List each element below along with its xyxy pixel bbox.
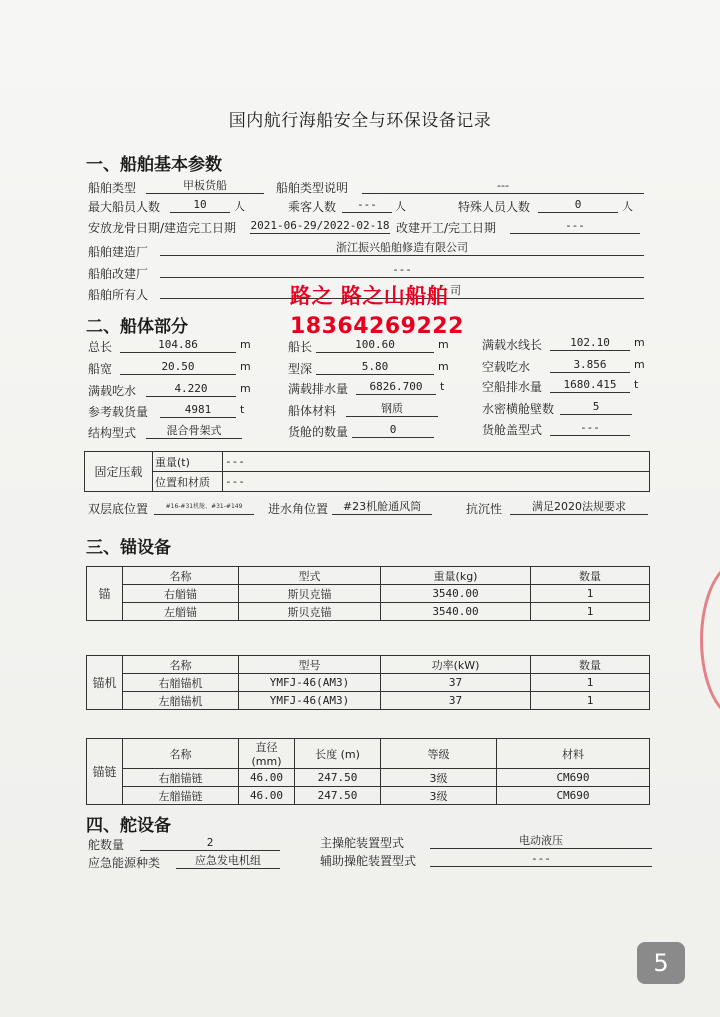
rebuild-date-value: --- bbox=[510, 219, 640, 234]
anchor-cell: 1 bbox=[531, 603, 650, 621]
light-disp-label: 空船排水量 bbox=[482, 380, 543, 394]
ballast-position-label: 位置和材质 bbox=[153, 472, 223, 492]
double-bottom-label: 双层底位置 bbox=[88, 502, 149, 516]
structure-value: 混合骨架式 bbox=[146, 424, 242, 439]
windlass-cell: 37 bbox=[381, 674, 531, 692]
anchor-cell: 斯贝克锚 bbox=[239, 585, 381, 603]
depth-value: 5.80 bbox=[316, 360, 434, 375]
aux-steering-label: 辅助操舵装置型式 bbox=[320, 854, 417, 868]
max-crew-label: 最大船员人数 bbox=[88, 200, 161, 214]
bulkheads-value: 5 bbox=[560, 400, 632, 415]
light-disp-value: 1680.415 bbox=[550, 378, 630, 393]
ballast-weight-label: 重量(t) bbox=[153, 452, 223, 472]
special-persons-label: 特殊人员人数 bbox=[458, 200, 531, 214]
ref-cargo-unit: t bbox=[240, 403, 245, 416]
windlass-cell: 37 bbox=[381, 692, 531, 710]
sinking-value: 满足2020法规要求 bbox=[510, 500, 648, 515]
chain-table bbox=[86, 738, 650, 805]
owner-value: 司 bbox=[160, 284, 644, 299]
special-persons-unit: 人 bbox=[622, 200, 633, 213]
aux-steering-value: --- bbox=[430, 852, 652, 867]
table-row bbox=[87, 787, 650, 805]
windlass-header-power: 功率(kW) bbox=[381, 656, 531, 674]
hatch-value: --- bbox=[550, 421, 630, 436]
windlass-header-qty: 数量 bbox=[531, 656, 650, 674]
full-disp-unit: t bbox=[440, 380, 445, 393]
ship-type-label: 船舶类型 bbox=[88, 181, 137, 195]
anchor-cell: 斯贝克锚 bbox=[239, 603, 381, 621]
passengers-label: 乘客人数 bbox=[288, 200, 337, 214]
ref-cargo-value: 4981 bbox=[160, 403, 236, 418]
anchor-header-type: 型式 bbox=[239, 567, 381, 585]
table-row bbox=[87, 692, 650, 710]
structure-label: 结构型式 bbox=[88, 426, 137, 440]
table-row bbox=[87, 769, 650, 787]
owner-label: 船舶所有人 bbox=[88, 288, 149, 302]
section-4-heading: 四、舵设备 bbox=[86, 816, 171, 836]
loa-unit: m bbox=[240, 338, 251, 351]
full-disp-label: 满载排水量 bbox=[288, 382, 349, 396]
beam-unit: m bbox=[240, 360, 251, 373]
chain-cell: CM690 bbox=[497, 787, 650, 805]
anchor-group-label: 锚 bbox=[87, 567, 123, 621]
chain-cell: 46.00 bbox=[239, 787, 295, 805]
table-row bbox=[87, 674, 650, 692]
rudder-count-label: 舵数量 bbox=[88, 838, 125, 852]
main-steering-value: 电动液压 bbox=[430, 834, 652, 849]
chain-header-material: 材料 bbox=[497, 739, 650, 769]
sinking-label: 抗沉性 bbox=[466, 502, 503, 516]
hatch-label: 货舱盖型式 bbox=[482, 423, 543, 437]
light-draft-value: 3.856 bbox=[550, 358, 630, 373]
chain-header-diameter: 直径 (mm) bbox=[239, 739, 295, 769]
chain-cell: 46.00 bbox=[239, 769, 295, 787]
windlass-table bbox=[86, 655, 650, 710]
beam-value: 20.50 bbox=[120, 360, 236, 375]
keel-date-label: 安放龙骨日期/建造完工日期 bbox=[88, 221, 237, 235]
chain-cell: 右艏锚链 bbox=[123, 769, 239, 787]
keel-date-value: 2021-06-29/2022-02-18 bbox=[250, 219, 390, 232]
material-label: 船体材料 bbox=[288, 404, 337, 418]
lbp-unit: m bbox=[438, 338, 449, 351]
chain-cell: 3级 bbox=[381, 787, 497, 805]
main-steering-label: 主操舵装置型式 bbox=[320, 836, 405, 850]
beam-label: 船宽 bbox=[88, 362, 113, 376]
inlet-label: 进水角位置 bbox=[268, 502, 329, 516]
chain-header-grade: 等级 bbox=[381, 739, 497, 769]
ballast-table bbox=[84, 451, 650, 492]
windlass-cell: 1 bbox=[531, 674, 650, 692]
light-draft-label: 空载吃水 bbox=[482, 360, 531, 374]
section-3-heading: 三、锚设备 bbox=[86, 538, 171, 558]
windlass-header-name: 名称 bbox=[123, 656, 239, 674]
anchor-cell: 3540.00 bbox=[381, 585, 531, 603]
ship-type-desc-label: 船舶类型说明 bbox=[276, 181, 349, 195]
windlass-cell: 左艏锚机 bbox=[123, 692, 239, 710]
builder-label: 船舶建造厂 bbox=[88, 245, 149, 259]
depth-unit: m bbox=[438, 360, 449, 373]
modifier-value: --- bbox=[160, 263, 644, 278]
max-crew-unit: 人 bbox=[234, 200, 245, 213]
bulkheads-label: 水密横舱壁数 bbox=[482, 402, 555, 416]
light-disp-unit: t bbox=[634, 378, 639, 391]
anchor-table bbox=[86, 566, 650, 621]
windlass-group-label: 锚机 bbox=[87, 656, 123, 710]
anchor-cell: 右艏锚 bbox=[123, 585, 239, 603]
builder-value: 浙江振兴船舶修造有限公司 bbox=[160, 241, 644, 256]
lbp-label: 船长 bbox=[288, 340, 313, 354]
passengers-value: --- bbox=[342, 198, 392, 213]
chain-group-label: 锚链 bbox=[87, 739, 123, 805]
ship-type-desc-value: --- bbox=[362, 179, 644, 194]
full-disp-value: 6826.700 bbox=[356, 380, 436, 395]
double-bottom-value: #16-#31机舱、#31-#149 bbox=[154, 500, 254, 515]
ballast-group-label: 固定压载 bbox=[85, 452, 153, 492]
page-number-badge: 5 bbox=[637, 942, 685, 984]
table-row bbox=[87, 603, 650, 621]
special-persons-value: 0 bbox=[538, 198, 618, 213]
rebuild-date-label: 改建开工/完工日期 bbox=[396, 221, 497, 235]
ballast-position-value: --- bbox=[223, 472, 650, 492]
anchor-header-qty: 数量 bbox=[531, 567, 650, 585]
windlass-cell: YMFJ-46(AM3) bbox=[239, 692, 381, 710]
red-seal-stamp bbox=[700, 560, 720, 720]
page-title: 国内航行海船安全与环保设备记录 bbox=[228, 111, 492, 131]
loa-value: 104.86 bbox=[120, 338, 236, 353]
modifier-label: 船舶改建厂 bbox=[88, 267, 149, 281]
chain-cell: 左艏锚链 bbox=[123, 787, 239, 805]
full-draft-unit: m bbox=[240, 382, 251, 395]
windlass-cell: YMFJ-46(AM3) bbox=[239, 674, 381, 692]
chain-cell: CM690 bbox=[497, 769, 650, 787]
holds-value: 0 bbox=[352, 423, 434, 438]
emergency-power-label: 应急能源种类 bbox=[88, 856, 161, 870]
light-draft-unit: m bbox=[634, 358, 645, 371]
emergency-power-value: 应急发电机组 bbox=[176, 854, 280, 869]
lwl-value: 102.10 bbox=[550, 336, 630, 351]
chain-cell: 247.50 bbox=[295, 787, 381, 805]
ref-cargo-label: 参考载货量 bbox=[88, 405, 149, 419]
anchor-cell: 1 bbox=[531, 585, 650, 603]
rudder-count-value: 2 bbox=[140, 836, 280, 851]
ship-type-value: 甲板货船 bbox=[146, 179, 264, 194]
material-value: 钢质 bbox=[346, 402, 438, 417]
overlay-watermark-text: 路之 路之山船舶 bbox=[290, 284, 449, 308]
full-draft-value: 4.220 bbox=[146, 382, 236, 397]
holds-label: 货舱的数量 bbox=[288, 425, 349, 439]
chain-header-length: 长度 (m) bbox=[295, 739, 381, 769]
lwl-unit: m bbox=[634, 336, 645, 349]
full-draft-label: 满载吃水 bbox=[88, 384, 137, 398]
passengers-unit: 人 bbox=[395, 200, 406, 213]
table-row bbox=[87, 585, 650, 603]
depth-label: 型深 bbox=[288, 362, 313, 376]
chain-cell: 3级 bbox=[381, 769, 497, 787]
overlay-phone-number: 18364269222 bbox=[290, 314, 464, 339]
windlass-cell: 1 bbox=[531, 692, 650, 710]
section-1-heading: 一、船舶基本参数 bbox=[86, 155, 222, 175]
anchor-cell: 3540.00 bbox=[381, 603, 531, 621]
max-crew-value: 10 bbox=[170, 198, 230, 213]
lwl-label: 满载水线长 bbox=[482, 338, 543, 352]
anchor-header-weight: 重量(kg) bbox=[381, 567, 531, 585]
inlet-value: #23机舱通风筒 bbox=[332, 500, 432, 515]
ballast-weight-value: --- bbox=[223, 452, 650, 472]
anchor-cell: 左艏锚 bbox=[123, 603, 239, 621]
windlass-header-model: 型号 bbox=[239, 656, 381, 674]
chain-cell: 247.50 bbox=[295, 769, 381, 787]
windlass-cell: 右艏锚机 bbox=[123, 674, 239, 692]
anchor-header-name: 名称 bbox=[123, 567, 239, 585]
lbp-value: 100.60 bbox=[316, 338, 434, 353]
chain-header-name: 名称 bbox=[123, 739, 239, 769]
loa-label: 总长 bbox=[88, 340, 113, 354]
section-2-heading: 二、船体部分 bbox=[86, 317, 188, 337]
